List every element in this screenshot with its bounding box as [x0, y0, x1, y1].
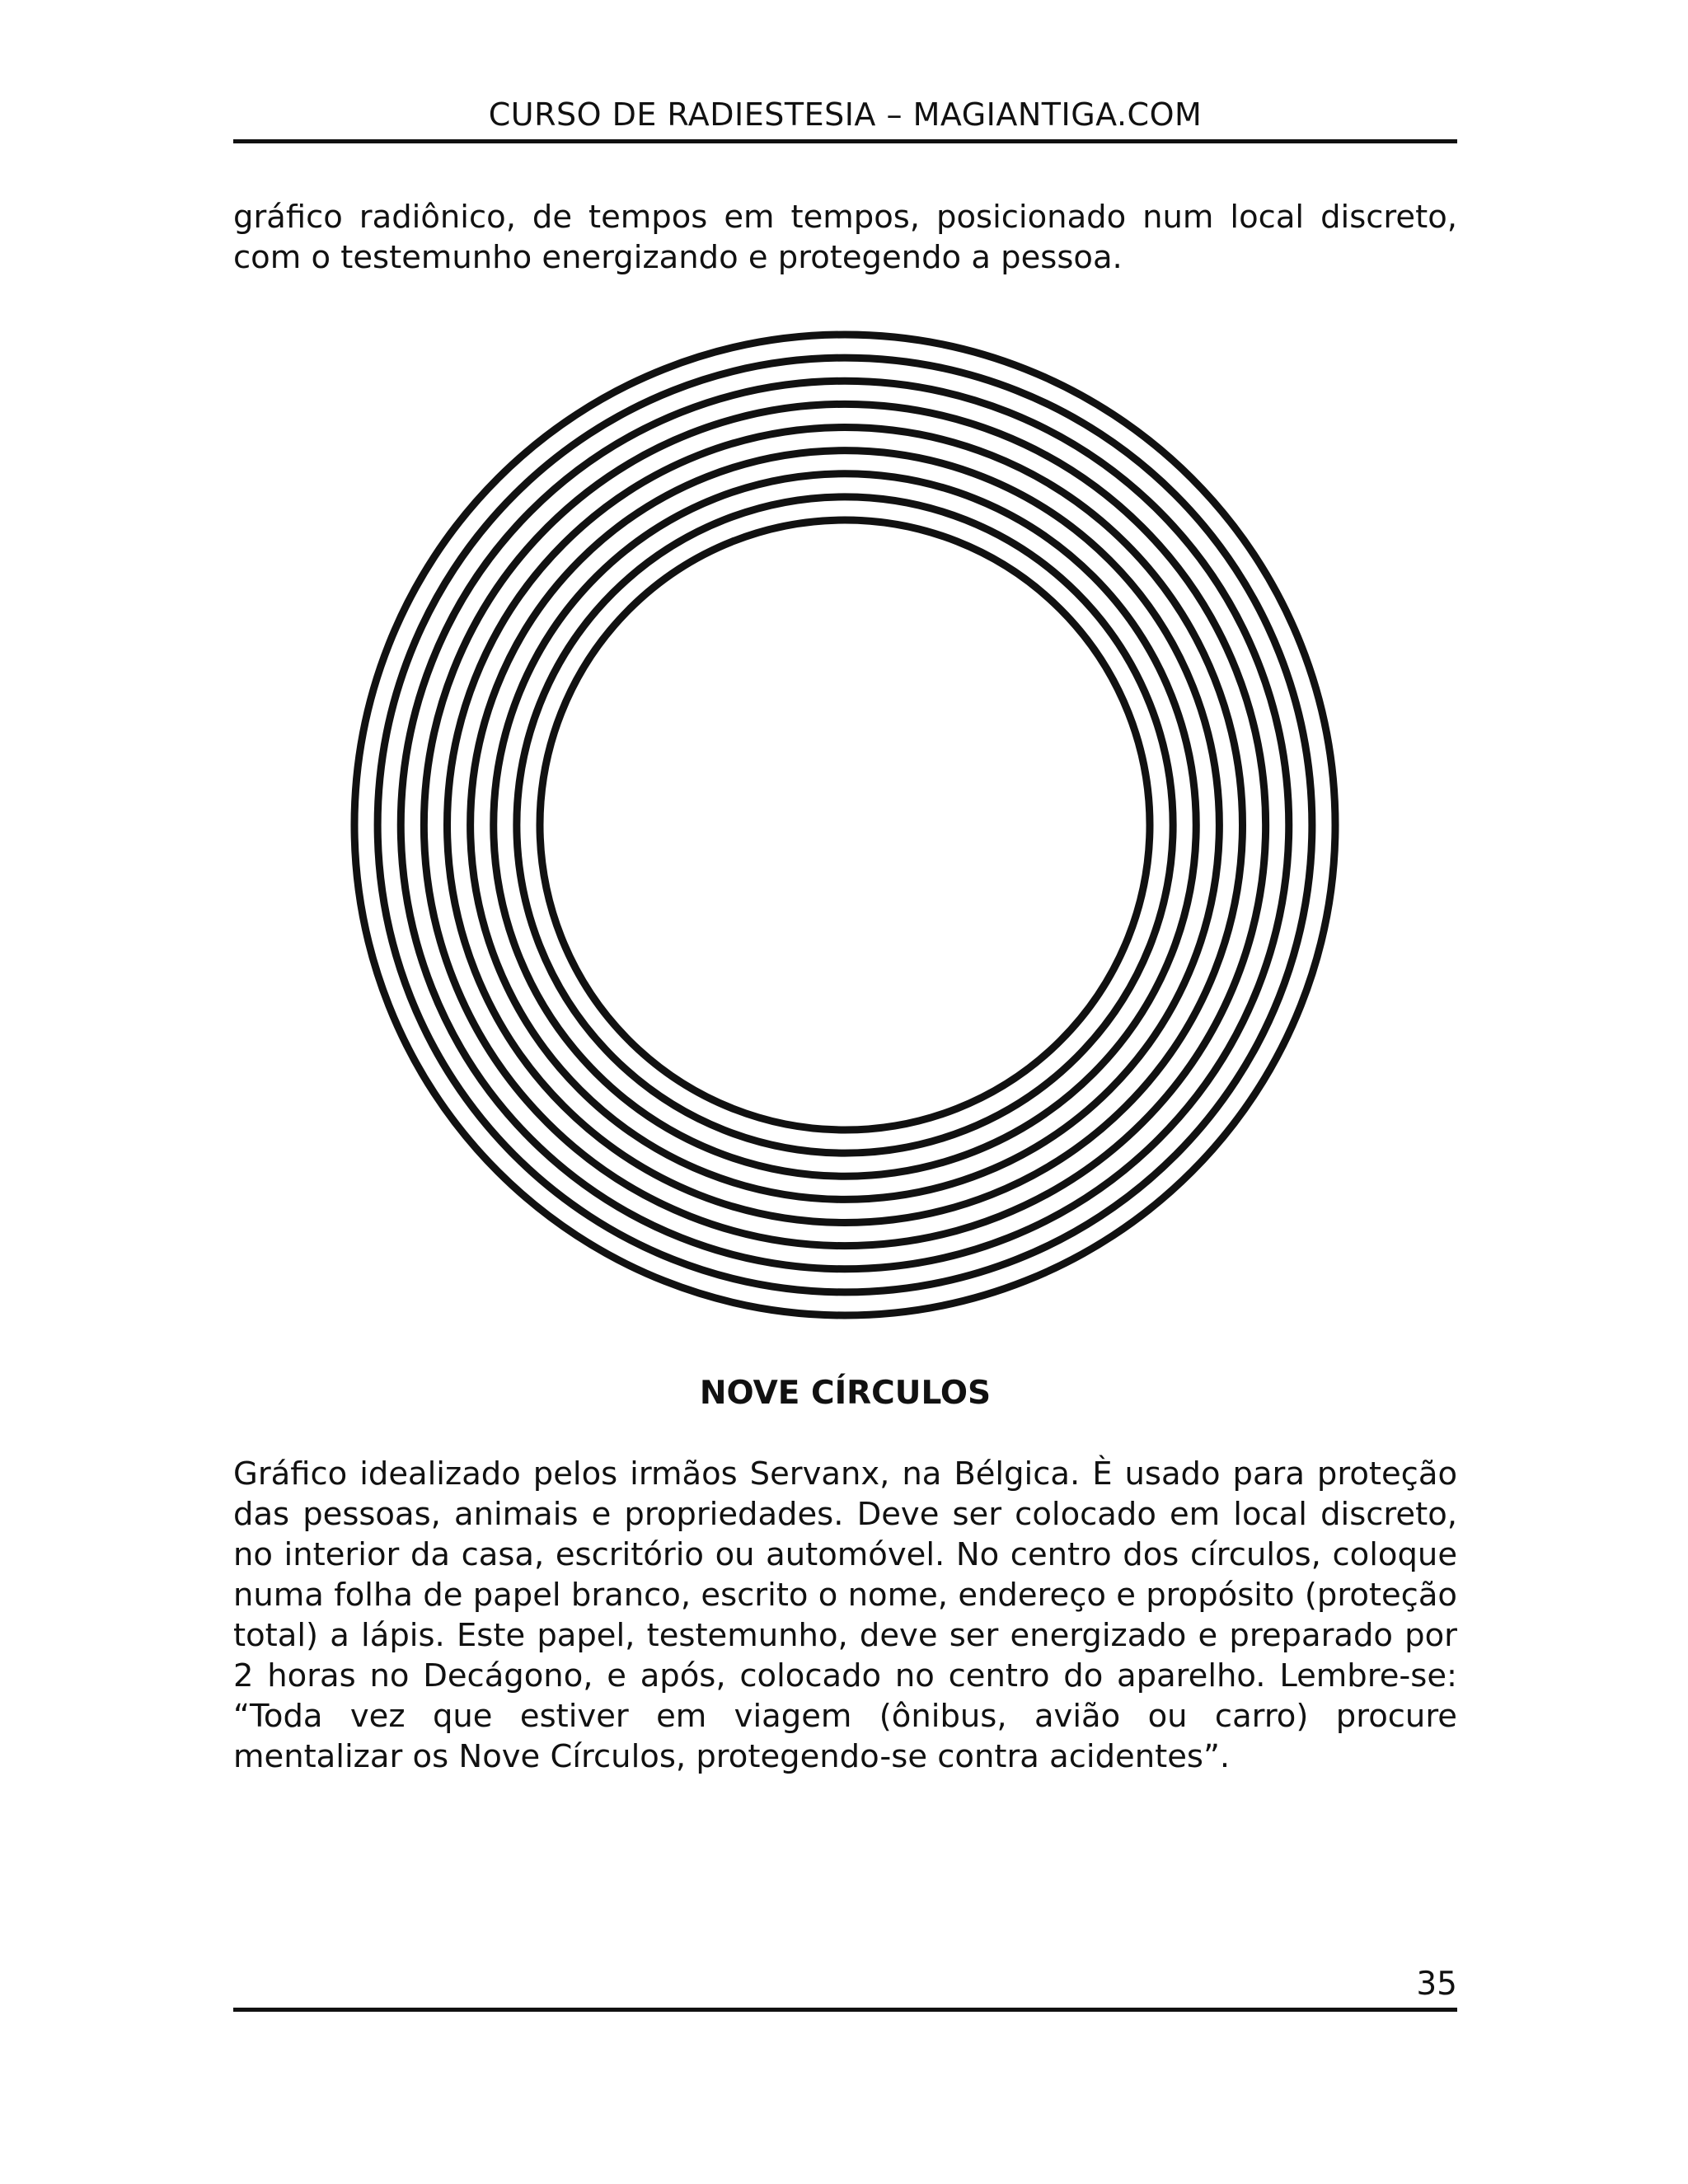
ring-4: [424, 404, 1265, 1245]
ring-6: [471, 451, 1220, 1200]
ring-3: [401, 381, 1289, 1269]
page-header-title: CURSO DE RADIESTESIA – MAGIANTIGA.COM: [488, 96, 1203, 133]
ring-7: [494, 474, 1197, 1177]
nine-circles-diagram: [346, 326, 1343, 1324]
section-body-paragraph: Gráfico idealizado pelos irmãos Servanx, na Bélgica. È usado para proteção das pessoas, animais e propriedades. Deve ser colocado em local discreto, no interior da casa, escritório ou automóvel. No centro dos círculos, coloque numa folha de papel branco, escrito o nome, endereço e propósito (proteção total) a lápis. Este papel, testemunho, deve ser energizado e preparado por 2 horas no Decágono, e após, colocado no centro do aparelho. Lembre-se: “Toda vez que estiver em viagem (ônibus, avião ou carro) procure mentalizar os Nove Círculos, protegendo-se contra acidentes”.: [233, 1455, 1457, 1775]
ring-1: [354, 335, 1335, 1315]
ring-9: [540, 520, 1150, 1130]
ring-5: [448, 428, 1243, 1223]
section-title: NOVE CÍRCULOS: [699, 1375, 992, 1412]
intro-paragraph: gráfico radiônico, de tempos em tempos, posicionado num local discreto, com o testemunho energizando e protegendo a pessoa.: [233, 199, 1457, 276]
ring-8: [517, 497, 1173, 1153]
footer-divider: [233, 2008, 1457, 2012]
header-divider: [233, 139, 1457, 143]
page-number: 35: [1416, 1966, 1457, 2003]
